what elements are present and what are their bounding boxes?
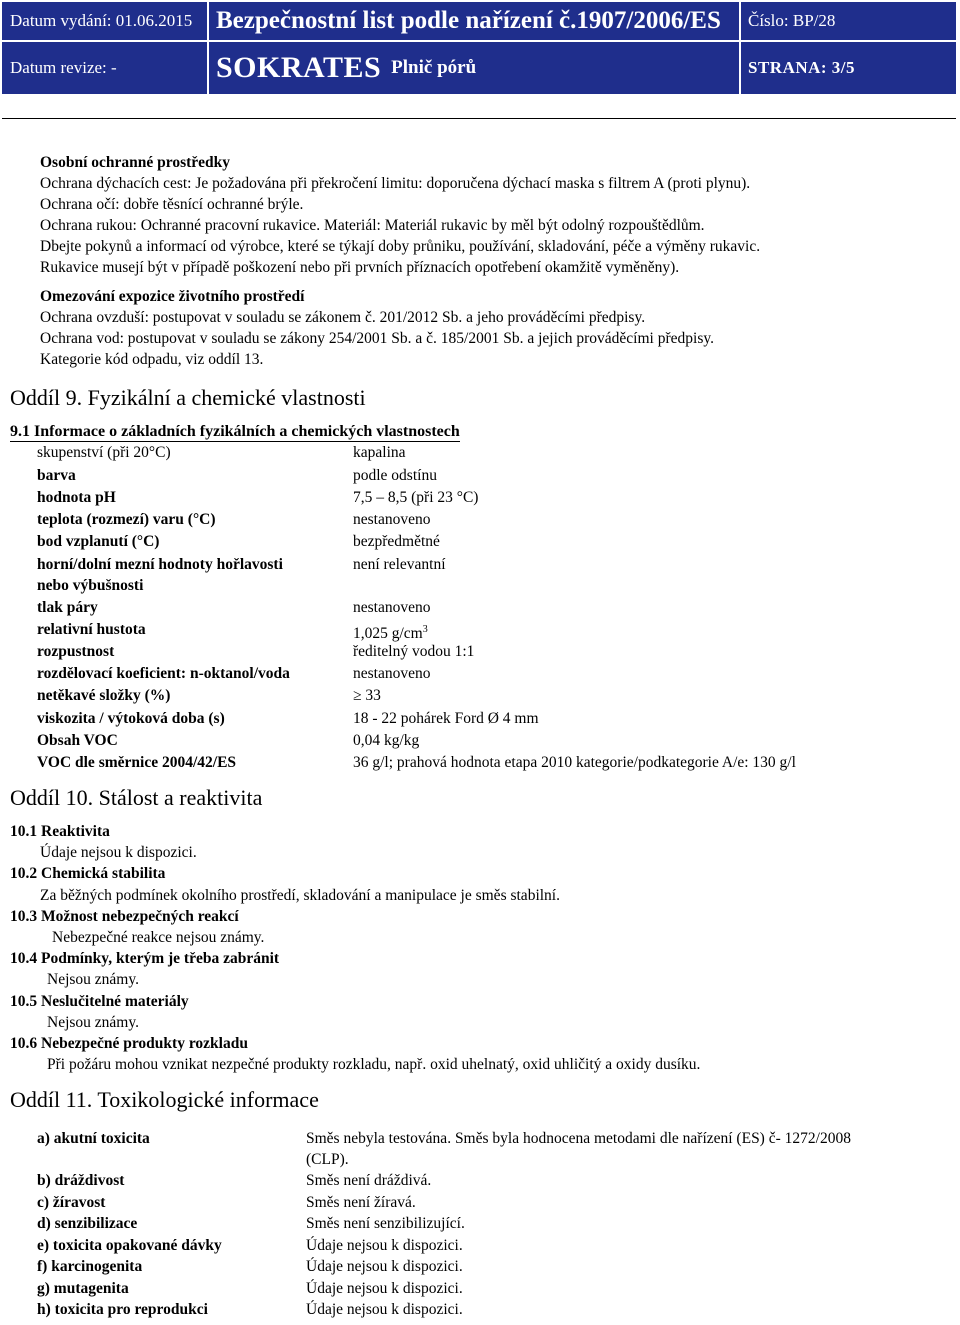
property-label: viskozita / výtoková doba (s) [37,710,225,727]
density-unit-exponent: 3 [422,624,428,635]
subsection-text: Při požáru mohou vznikat nezpečné produkty rozkladu, např. oxid uhelnatý, oxid uhličitý a oxidy dusíku. [47,1056,701,1073]
page-number: STRANA: 3/5 [748,58,856,77]
property-value: nestanoveno [353,599,431,616]
tox-label: d) senzibilizace [37,1215,138,1232]
property-label: relativní hustota [37,621,146,638]
property-label: bod vzplanutí (°C) [37,533,160,550]
env-heading: Omezování expozice životního prostředí [40,288,305,305]
property-label: VOC dle směrnice 2004/42/ES [37,754,237,771]
property-label: hodnota pH [37,489,116,506]
section-9-title: Oddíl 9. Fyzikální a chemické vlastnosti [10,385,366,410]
property-label: tlak páry [37,599,98,616]
property-label: netěkavé složky (%) [37,687,171,704]
subsection-heading: 10.3 Možnost nebezpečných reakcí [10,908,239,925]
property-value [353,621,428,643]
section-11-title: Oddíl 11. Toxikologické informace [10,1087,319,1112]
tox-value: Údaje nejsou k dispozici. [306,1301,463,1318]
property-value: 7,5 – 8,5 (při 23 °C) [353,489,479,506]
document-title: Bezpečnostní list podle nařízení č.1907/2006/ES [216,7,721,34]
property-value: kapalina [353,444,406,461]
property-value: bezpředmětné [353,533,440,550]
tox-value: Údaje nejsou k dispozici. [306,1280,463,1297]
property-value: nestanoveno [353,511,431,528]
tox-value-cont: (CLP). [306,1151,349,1168]
property-label: skupenství (při 20°C) [37,444,171,461]
ppe-line: Ochrana očí: dobře těsnící ochranné brýle. [40,196,304,213]
section-9-subtitle: 9.1 Informace o základních fyzikálních a chemických vlastnostech [10,423,460,440]
subsection-heading: 10.5 Neslučitelné materiály [10,993,189,1010]
subsection-text: Za běžných podmínek okolního prostředí, skladování a manipulace je směs stabilní. [40,887,560,904]
tox-label: b) dráždivost [37,1172,125,1189]
property-value: podle odstínu [353,467,437,484]
subsection-heading: 10.4 Podmínky, kterým je třeba zabránit [10,950,280,967]
subsection-heading: 10.2 Chemická stabilita [10,865,166,882]
tox-value: Směs není senzibilizující. [306,1215,465,1232]
env-line: Ochrana vod: postupovat v souladu se zákony 254/2001 Sb. a č. 185/2001 Sb. a jejich prováděcími předpisy. [40,330,714,347]
property-value: ředitelný vodou 1:1 [353,643,475,660]
property-label: Obsah VOC [37,732,118,749]
env-line: Kategorie kód odpadu, viz oddíl 13. [40,351,264,368]
property-value: ≥ 33 [353,687,381,704]
density-value: 1,025 g/cm [353,625,423,643]
header-top-bar [2,2,956,40]
ppe-heading: Osobní ochranné prostředky [40,154,231,171]
brand-name: SOKRATES [216,51,382,84]
subsection-heading: 10.6 Nebezpečné produkty rozkladu [10,1035,248,1052]
subsection-text: Nejsou známy. [47,971,139,988]
header-mid-bar [2,42,956,94]
property-label: rozdělovací koeficient: n-oktanol/voda [37,665,290,682]
tox-label: e) toxicita opakované dávky [37,1237,222,1254]
product-name: Plnič pórů [391,57,477,78]
subsection-heading: 10.1 Reaktivita [10,823,110,840]
document-number: Číslo: BP/28 [748,11,836,30]
property-value: 0,04 kg/kg [353,732,420,749]
tox-value: Směs nebyla testována. Směs byla hodnocena metodami dle nařízení (ES) č- 1272/2008 [306,1130,851,1147]
subsection-text: Údaje nejsou k dispozici. [40,844,197,861]
property-label: rozpustnost [37,643,115,660]
property-label: teplota (rozmezí) varu (°C) [37,511,216,528]
issue-date: Datum vydání: 01.06.2015 [10,11,193,30]
subsection-text: Nejsou známy. [47,1014,139,1031]
ppe-line: Rukavice musejí být v případě poškození nebo při prvních příznacích opotřebení okamžitě vyměněny). [40,259,680,276]
property-value: není relevantní [353,556,446,573]
tox-label: g) mutagenita [37,1280,129,1297]
subsection-text: Nebezpečné reakce nejsou známy. [52,929,265,946]
ppe-line: Ochrana dýchacích cest: Je požadována při překročení limitu: doporučena dýchací maska s filtrem A (proti plynu). [40,175,751,192]
tox-label: f) karcinogenita [37,1258,143,1275]
revision-date: Datum revize: - [10,58,117,77]
section-10-title: Oddíl 10. Stálost a reaktivita [10,785,263,810]
ppe-line: Ochrana rukou: Ochranné pracovní rukavice. Materiál: Materiál rukavic by měl být odolný rozpouštědlům. [40,217,705,234]
document-header [2,2,956,118]
property-value: 36 g/l; prahová hodnota etapa 2010 kategorie/podkategorie A/e: 130 g/l [353,754,796,771]
ppe-line: Dbejte pokynů a informací od výrobce, které se týkají doby průniku, používání, skladování, péče a výměny rukavic. [40,238,761,255]
tox-value: Směs není dráždivá. [306,1172,432,1189]
tox-value: Údaje nejsou k dispozici. [306,1237,463,1254]
property-label: barva [37,467,76,484]
tox-label: a) akutní toxicita [37,1130,150,1147]
env-line: Ochrana ovzduší: postupovat v souladu se zákonem č. 201/2012 Sb. a jeho prováděcími předpisy. [40,309,646,326]
tox-label: c) žíravost [37,1194,106,1211]
property-value: 18 - 22 pohárek Ford Ø 4 mm [353,710,539,727]
property-label-cont: nebo výbušnosti [37,577,144,594]
tox-value: Směs není žíravá. [306,1194,416,1211]
header-blank-row [2,96,956,119]
tox-value: Údaje nejsou k dispozici. [306,1258,463,1275]
tox-label: h) toxicita pro reprodukci [37,1301,208,1318]
property-label: horní/dolní mezní hodnoty hořlavosti [37,556,283,573]
property-value: nestanoveno [353,665,431,682]
